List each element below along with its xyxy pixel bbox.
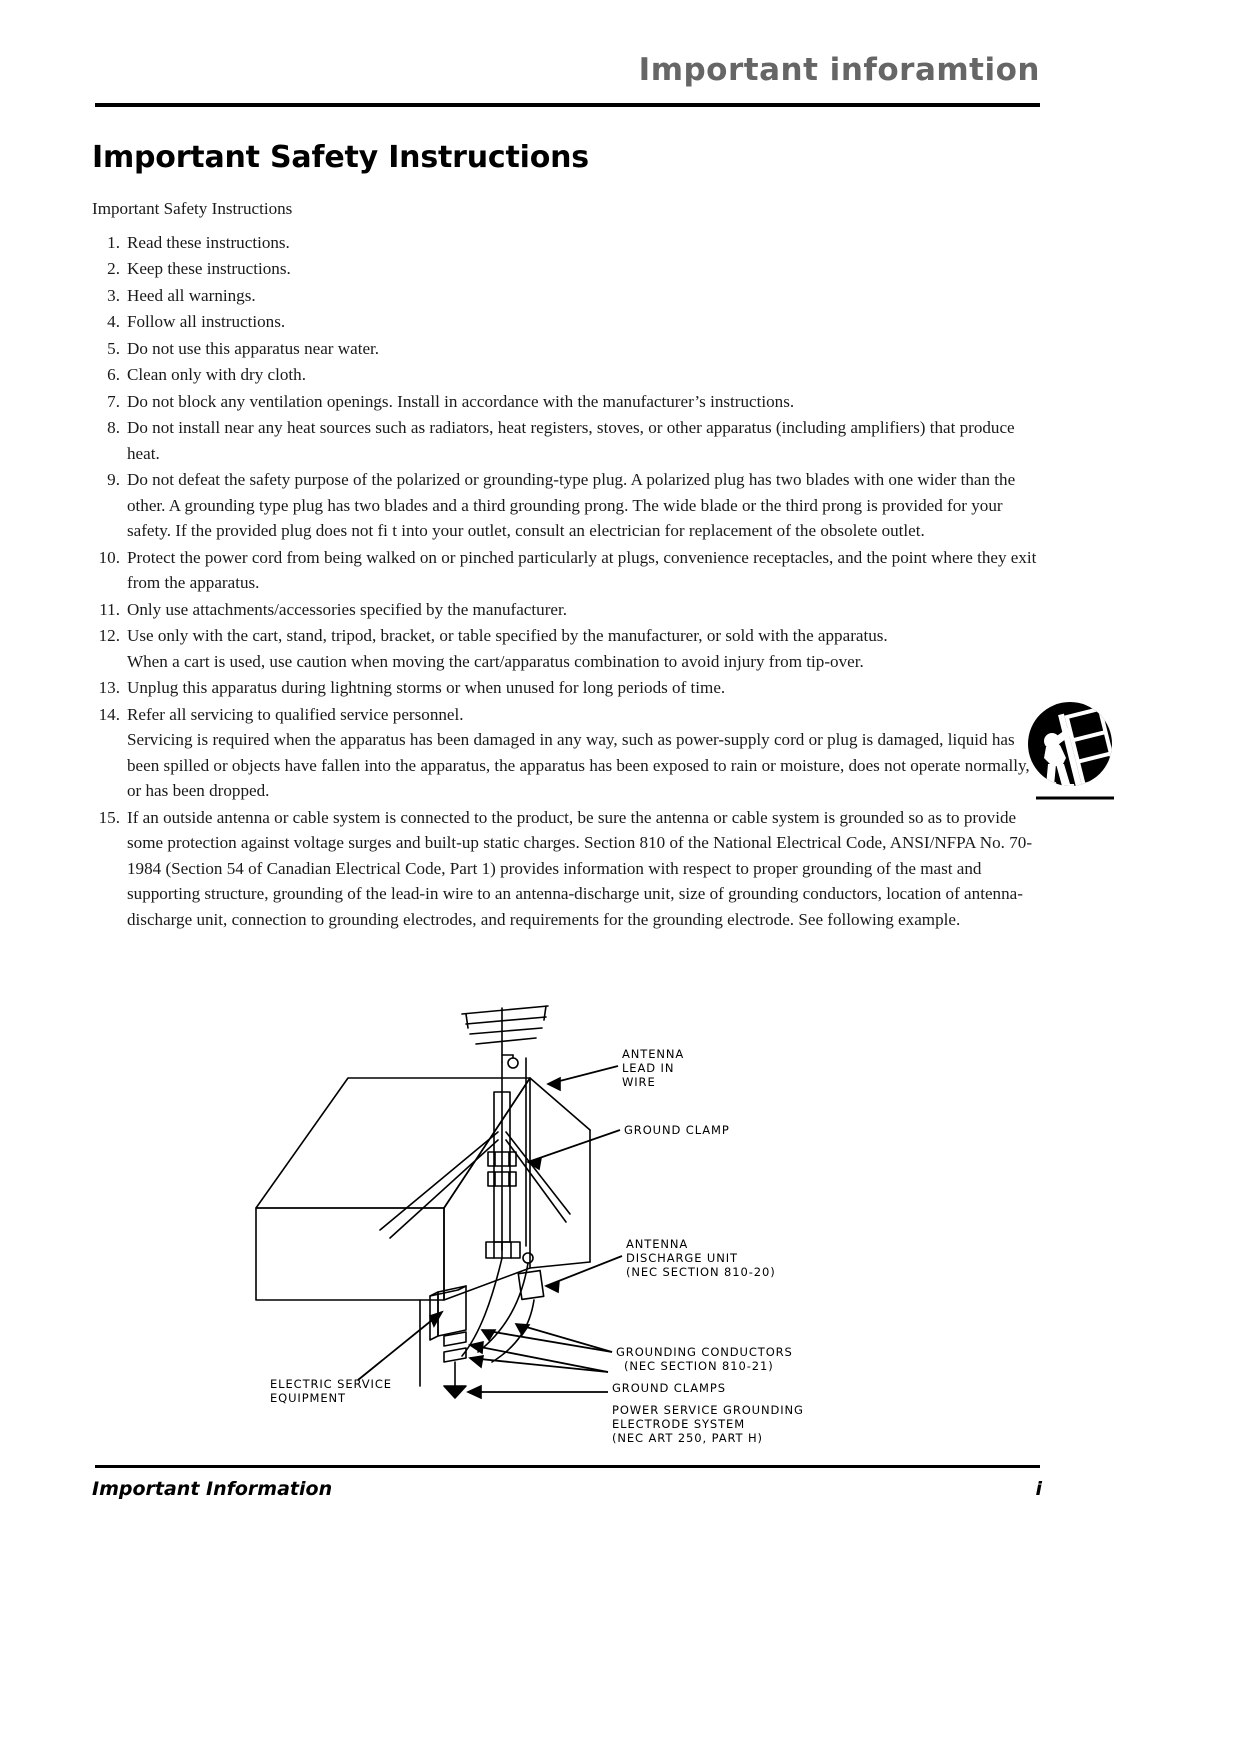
list-item-number: 4. <box>107 312 120 331</box>
label-antenna-lead-in-wire-2: LEAD IN <box>622 1061 675 1075</box>
list-item <box>92 415 1042 466</box>
list-item-text: Read these instructions. <box>127 232 290 252</box>
list-item-text: Follow all instructions. <box>127 312 286 331</box>
antenna-grounding-diagram <box>230 1000 1010 1445</box>
label-antenna-discharge-unit-1: ANTENNA <box>626 1237 689 1251</box>
list-item-text: Use only with the cart, stand, tripod, bracket, or table specified by the manufacturer, or sold with the apparatus. When a cart is used, use caution when moving the cart/apparatus combination to avoid injury from tip-over. <box>127 626 888 671</box>
list-item-number: 15. <box>98 807 120 827</box>
list-item <box>92 702 1042 804</box>
label-grounding-conductors-1: GROUNDING CONDUCTORS <box>616 1345 793 1359</box>
list-item <box>92 362 1042 388</box>
list-item-number: 7. <box>107 391 120 411</box>
label-grounding-conductors-2: (NEC SECTION 810-21) <box>624 1359 774 1373</box>
list-item <box>92 675 1042 701</box>
list-item-text: If an outside antenna or cable system is connected to the product, be sure the antenna or cable system is grounded so as to provide some protection against voltage surges and built-up static charges. Section 810 of the National Electrical Code, ANSI/NFPA No. 70-1984 (Section 54 of Canadian Electrical Code, Part 1) provides information with respect to proper grounding of the mast and supporting structure, grounding of the lead-in wire to an antenna-discharge unit, size of grounding conductors, location of antenna-discharge unit, connection to grounding electrodes, and requirements for the grounding electrode. See following example. <box>127 807 1033 929</box>
label-power-service-grounding-b: ELECTRODE SYSTEM <box>612 1417 746 1431</box>
page-title: Important Safety Instructions <box>92 140 589 175</box>
label-power-service-grounding-c: (NEC ART 250, PART H) <box>612 1431 763 1445</box>
label-antenna-discharge-unit-3: (NEC SECTION 810-20) <box>626 1265 776 1279</box>
running-head: Important inforamtion <box>638 52 1040 88</box>
list-item <box>92 805 1042 933</box>
list-item-text: Heed all warnings. <box>127 285 256 305</box>
label-ground-clamps: GROUND CLAMPS <box>612 1381 726 1395</box>
list-item-number: 5. <box>107 338 120 358</box>
list-item-number: 14. <box>98 704 120 724</box>
list-item-number: 2. <box>107 259 120 278</box>
list-item-number: 13. <box>98 678 120 697</box>
list-item <box>92 336 1042 362</box>
list-item-number: 11. <box>99 599 120 619</box>
footer-rule <box>95 1465 1040 1468</box>
list-item-text: Do not defeat the safety purpose of the polarized or grounding-type plug. A polarized plug has two blades with one wider than the other. A grounding type plug has two blades and a third grounding prong. The wide blade or the third prong is provided for your safety. If the provided plug does not fi t into your outlet, consult an electrician for replacement of the obsolete outlet. <box>127 470 1016 540</box>
label-electric-service-equipment-2: EQUIPMENT <box>270 1391 346 1405</box>
list-item-number: 1. <box>107 232 120 252</box>
list-item <box>92 389 1042 415</box>
list-item-text: Only use attachments/accessories specified by the manufacturer. <box>127 599 567 619</box>
list-item <box>92 467 1042 544</box>
label-antenna-lead-in-wire-1: ANTENNA <box>622 1047 685 1061</box>
list-item-text: Do not use this apparatus near water. <box>127 338 380 358</box>
list-item <box>92 283 1042 309</box>
footer-page-number: i <box>1035 1478 1042 1500</box>
cart-tip-over-warning-icon <box>1018 694 1130 806</box>
list-item-text: Do not block any ventilation openings. Install in accordance with the manufacturer’s instructions. <box>127 391 795 411</box>
list-item <box>92 597 1042 623</box>
list-item-note: Servicing is required when the apparatus has been damaged in any way, such as power-supply cord or plug is damaged, liquid has been spilled or objects have fallen into the apparatus, the apparatus has been exposed to rain or moisture, does not operate normally, or has been dropped. <box>127 730 1030 800</box>
lead-paragraph: Important Safety Instructions <box>92 199 293 218</box>
safety-instruction-list <box>92 230 1042 933</box>
list-item-number: 12. <box>98 626 120 645</box>
label-ground-clamp: GROUND CLAMP <box>624 1123 730 1137</box>
list-item-text: Unplug this apparatus during lightning storms or when unused for long periods of time. <box>127 678 726 697</box>
list-item <box>92 256 1042 282</box>
label-electric-service-equipment-1: ELECTRIC SERVICE <box>270 1377 392 1391</box>
list-item-text: Protect the power cord from being walked on or pinched particularly at plugs, convenience receptacles, and the point where they exit from the apparatus. <box>127 547 1037 592</box>
list-item <box>92 309 1042 335</box>
list-item-text: Keep these instructions. <box>127 259 291 278</box>
header-rule <box>95 103 1040 107</box>
footer-title: Important Information <box>92 1478 333 1500</box>
list-item-number: 10. <box>98 547 120 567</box>
label-antenna-lead-in-wire-3: WIRE <box>622 1075 656 1089</box>
list-item <box>92 623 1042 674</box>
list-item-number: 9. <box>107 470 120 489</box>
label-power-service-grounding-a: POWER SERVICE GROUNDING <box>612 1403 804 1417</box>
list-item-text: Refer all servicing to qualified service personnel. <box>127 704 464 724</box>
list-item <box>92 230 1042 256</box>
list-item-number: 3. <box>107 285 120 305</box>
list-item-text: Do not install near any heat sources such as radiators, heat registers, stoves, or other apparatus (including amplifiers) that produce heat. <box>127 418 1015 463</box>
label-antenna-discharge-unit-2: DISCHARGE UNIT <box>626 1251 738 1265</box>
list-item-number: 8. <box>107 418 120 437</box>
safety-instructions-body <box>92 196 1042 933</box>
list-item <box>92 545 1042 596</box>
list-item-text: Clean only with dry cloth. <box>127 365 306 384</box>
list-item-number: 6. <box>107 365 120 384</box>
